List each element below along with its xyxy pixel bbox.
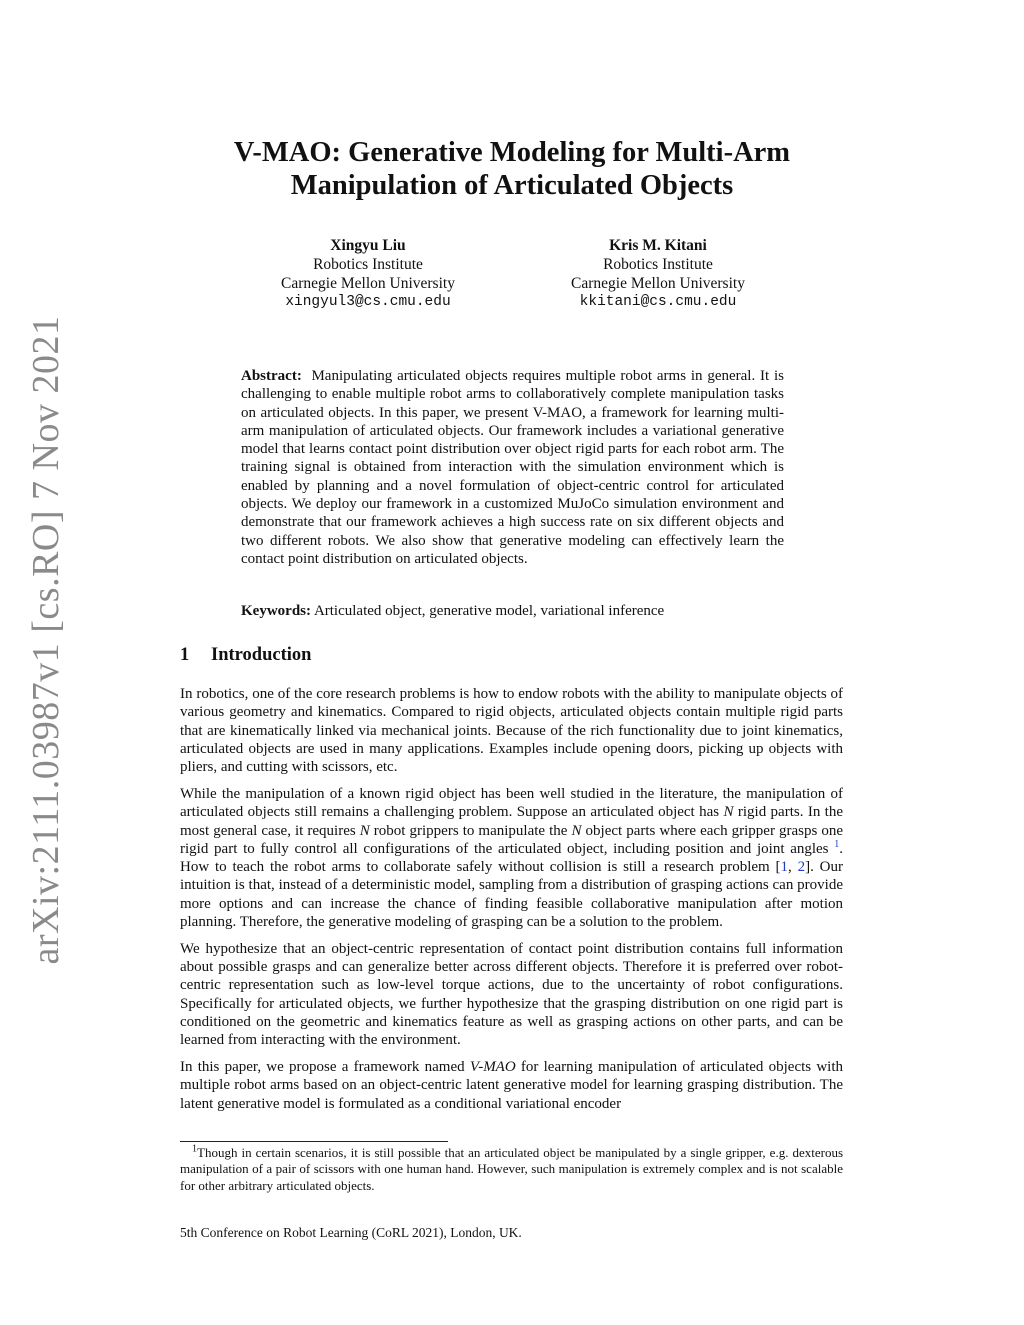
author-block — [538, 236, 778, 312]
paragraph: In robotics, one of the core research problems is how to endow robots with the ability to manipulate objects of various geometry and kinematics. Compared to rigid objects, articulated objects contain multiple rigid parts that are kinematically linked via mechanical joints. Because of the rich functionality due to joint kinematics, articulated objects are used in many applications. Examples include opening doors, picking up objects with pliers, and cutting with scissors, etc. — [180, 686, 843, 776]
math-variable: N — [723, 804, 734, 821]
paragraph-text: for learning manipulation of articulated objects with multiple robot arms based on an object-centric latent generative model for learning grasping distribution. The latent generative model is formulated as a conditional variational encoder — [180, 1059, 844, 1112]
author-department: Robotics Institute — [603, 256, 713, 273]
section-heading — [180, 645, 311, 666]
arxiv-identifier: arXiv:2111.03987v1 [cs.RO] 7 Nov 2021 — [25, 315, 67, 965]
author-name: Kris M. Kitani — [609, 237, 707, 254]
math-variable: N — [571, 822, 582, 839]
paragraph-text: In this paper, we propose a framework named — [180, 1059, 465, 1076]
footnote-text: Though in certain scenarios, it is still possible that an articulated object be manipulated by a single gripper, e.g. dexterous manipulation of a pair of scissors with one human hand. However, such manipulation is extremely complex and is not scalable for other arbitrary articulated objects. — [180, 1145, 844, 1193]
venue-footer: 5th Conference on Robot Learning (CoRL 2021), London, UK. — [180, 1225, 522, 1240]
paragraph-text: rigid parts. In the most general case, it requires — [180, 804, 844, 839]
citation-link[interactable]: 2 — [797, 859, 806, 876]
author-block — [248, 236, 488, 312]
paragraph: We hypothesize that an object-centric representation of contact point distribution contains full information about possible grasps and can generalize better across different objects. Therefore it is preferred over robot-centric representation such as low-level torque actions, due to the uncertainty of robot configurations. Specifically for articulated objects, we further hypothesize that the grasping distribution on one rigid part is conditioned on the geometric and kinematics feature as well as grasping actions on other parts, and can be learned from interacting with the environment. — [180, 940, 843, 1049]
citation-link[interactable]: 1 — [780, 859, 789, 876]
keywords-label: Keywords: — [241, 603, 311, 619]
author-name: Xingyu Liu — [330, 237, 406, 254]
footnote-divider — [180, 1141, 448, 1142]
paragraph-text: robot grippers to manipulate the — [373, 822, 568, 839]
paragraph — [180, 785, 843, 931]
abstract-text: Manipulating articulated objects requires multiple robot arms in general. It is challenging to enable multiple robot arms to collaboratively complete manipulation tasks on articulated objects. In this paper, we present V-MAO, a framework for learning multi-arm manipulation of articulated objects. Our framework includes a variational generative model that learns contact point distribution over object rigid parts for each robot arm. The training signal is obtained from interaction with the simulation environment which is enabled by planning and a novel formulation of object-centric control for articulated objects. We deploy our framework in a customized MuJoCo simulation environment and demonstrate that our framework achieves a high success rate on six different objects and two different robots. We also show that generative modeling can effectively learn the contact point distribution on articulated objects. — [241, 368, 785, 567]
author-email: xingyul3@cs.cmu.edu — [285, 294, 451, 310]
section-body — [180, 685, 843, 1122]
paragraph — [180, 1058, 843, 1113]
section-number: 1 — [180, 645, 190, 665]
citation-separator: , — [788, 859, 798, 876]
author-affiliation: Carnegie Mellon University — [571, 275, 745, 292]
math-variable: N — [359, 822, 370, 839]
footnote-marker[interactable]: 1 — [834, 838, 840, 850]
paragraph-text: . How to teach the robot arms to collaborate safely without collision is still a research problem [ — [180, 840, 843, 876]
footnote-number: 1 — [192, 1143, 198, 1155]
footnote — [180, 1145, 843, 1194]
author-email: kkitani@cs.cmu.edu — [579, 294, 737, 310]
abstract — [241, 367, 784, 568]
author-department: Robotics Institute — [313, 256, 423, 273]
title-line-2: Manipulation of Articulated Objects — [290, 170, 734, 201]
keywords-text: Articulated object, generative model, variational inference — [313, 603, 665, 619]
keywords — [241, 602, 784, 620]
paragraph-text: object parts where each gripper grasps one rigid part to fully control all configurations of the articulated object, including position and joint angles — [180, 822, 844, 857]
title-line-1: V-MAO: Generative Modeling for Multi-Arm — [233, 137, 791, 168]
paragraph-text: While the manipulation of a known rigid object has been well studied in the literature, the manipulation of articulated objects still remains a challenging problem. Suppose an articulated object has — [180, 785, 843, 821]
paragraph-text: ]. Our intuition is that, instead of a deterministic model, sampling from a distribution of grasping actions can provide more options and can increase the chance of finding feasible collaborative manipulation after motion planning. Therefore, the generative modeling of grasping can be a solution to the problem. — [180, 859, 844, 931]
abstract-label: Abstract: — [241, 368, 302, 384]
author-affiliation: Carnegie Mellon University — [281, 275, 455, 292]
section-title: Introduction — [211, 645, 312, 665]
paper-title — [180, 136, 844, 202]
framework-name: V-MAO — [469, 1059, 516, 1076]
